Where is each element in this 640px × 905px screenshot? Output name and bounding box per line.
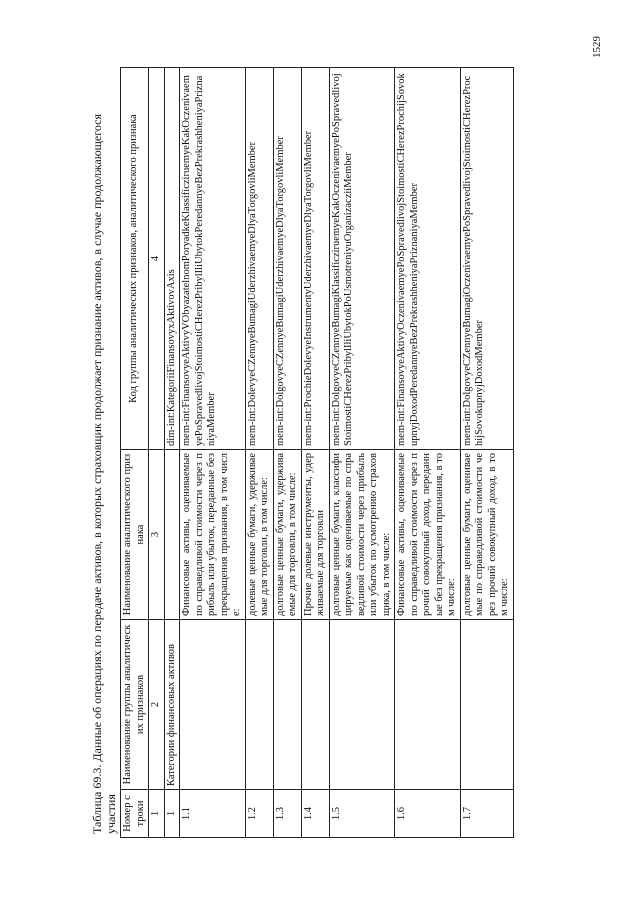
table-row bbox=[395, 68, 461, 838]
code: mem-int:FinansovyeAktivyOczenivaemyePoSpravedlivojStoimostiCHerezProchijSovokupnyjDoxodPeredannyeBezPrekrashheniyaPriznaniyaMember bbox=[395, 68, 461, 450]
code: mem-int:DolgovyeCZennyeBumagiUderzhivaemyeDlyaTorgovliMember bbox=[273, 68, 301, 450]
row-number: 1 bbox=[164, 790, 180, 838]
table-row bbox=[460, 68, 513, 838]
feature-name bbox=[164, 450, 180, 620]
feature-name: долговые ценные бумаги, удерживаемые для торговли, в том числе: bbox=[273, 450, 301, 620]
col-number: 1 bbox=[149, 790, 165, 838]
group-name bbox=[395, 620, 461, 790]
page-number: 1529 bbox=[591, 36, 603, 58]
feature-name: долговые ценные бумаги, классифицируемые как оцениваемые по справедливой стоимости через прибыль или убыток по усмотрению страховщика, в том числе: bbox=[329, 450, 395, 620]
row-number: 1.3 bbox=[273, 790, 301, 838]
column-number-row bbox=[149, 68, 165, 838]
group-name bbox=[301, 620, 329, 790]
table-row bbox=[164, 68, 180, 838]
row-number: 1.4 bbox=[301, 790, 329, 838]
header-code: Код группы аналитических признаков, аналитического признака bbox=[121, 68, 149, 450]
header-group-name: Наименование группы аналитических признаков bbox=[121, 620, 149, 790]
header-feature-name: Наименование аналитического признака bbox=[121, 450, 149, 620]
code: mem-int:FinansovyeAktivyVObyazatelnomPoryadkeKlassificziruemyeKakOczenivaemyePoSpravedlivojStoimostiCHerezPribylIliUbytokPeredannyeBezPrekrashheniyaPriznaniyaMember bbox=[180, 68, 246, 450]
header-row-number: Номер строки bbox=[121, 790, 149, 838]
code: mem-int:DolevyeCZennyeBumagiUderzhivaemyeDlyaTorgovliMember bbox=[245, 68, 273, 450]
rotated-page-content bbox=[90, 68, 610, 838]
feature-name: Финансовые активы, оцениваемые по справедливой стоимости через прочий совокупный доход, переданные без прекращения признания, в том числе: bbox=[395, 450, 461, 620]
code: dim-int:KategoriiFinansovyxAktivovAxis bbox=[164, 68, 180, 450]
row-number: 1.2 bbox=[245, 790, 273, 838]
group-name bbox=[460, 620, 513, 790]
row-number: 1.1 bbox=[180, 790, 246, 838]
code: mem-int:ProchieDolevyeInstrumentyUderzhivaemyeDlyaTorgovliMember bbox=[301, 68, 329, 450]
group-name: Категории финансовых активов bbox=[164, 620, 180, 790]
feature-name: долевые ценные бумаги, удерживаемые для торговли, в том числе: bbox=[245, 450, 273, 620]
group-name bbox=[245, 620, 273, 790]
table-caption: Таблица 69.3. Данные об операциях по передаче активов, в которых страховщик продолжает признание активов, в случае продолжающегося участия bbox=[90, 113, 118, 834]
row-number: 1.6 bbox=[395, 790, 461, 838]
table-row bbox=[245, 68, 273, 838]
code: mem-int:DolgovyeCZennyeBumagiOczenivaemyePoSpravedlivojStoimostiCHerezProchijSovokupnyjDoxodMember bbox=[460, 68, 513, 450]
data-table bbox=[120, 67, 514, 838]
feature-name: долговые ценные бумаги, оцениваемые по справедливой стоимости через прочий совокупный доход, в том числе: bbox=[460, 450, 513, 620]
feature-name: Прочие долевые инструменты, удерживаемые для торговли bbox=[301, 450, 329, 620]
col-number: 2 bbox=[149, 620, 165, 790]
col-number: 3 bbox=[149, 450, 165, 620]
group-name bbox=[329, 620, 395, 790]
header-row bbox=[121, 68, 149, 838]
table-row bbox=[301, 68, 329, 838]
group-name bbox=[180, 620, 246, 790]
table-row bbox=[329, 68, 395, 838]
code: mem-int:DolgovyeCZennyeBumagiKlassificziruemyeKakOczenivaemyePoSpravedlivojStoimostiCHerezPribylIliUbytokPoUsmotreniyuOrganizacziiMember bbox=[329, 68, 395, 450]
row-number: 1.7 bbox=[460, 790, 513, 838]
table-row bbox=[180, 68, 246, 838]
row-number: 1.5 bbox=[329, 790, 395, 838]
table-row bbox=[273, 68, 301, 838]
feature-name: Финансовые активы, оцениваемые по справедливой стоимости через прибыль или убыток, переданные без прекращения признания, в том числе: bbox=[180, 450, 246, 620]
group-name bbox=[273, 620, 301, 790]
col-number: 4 bbox=[149, 68, 165, 450]
